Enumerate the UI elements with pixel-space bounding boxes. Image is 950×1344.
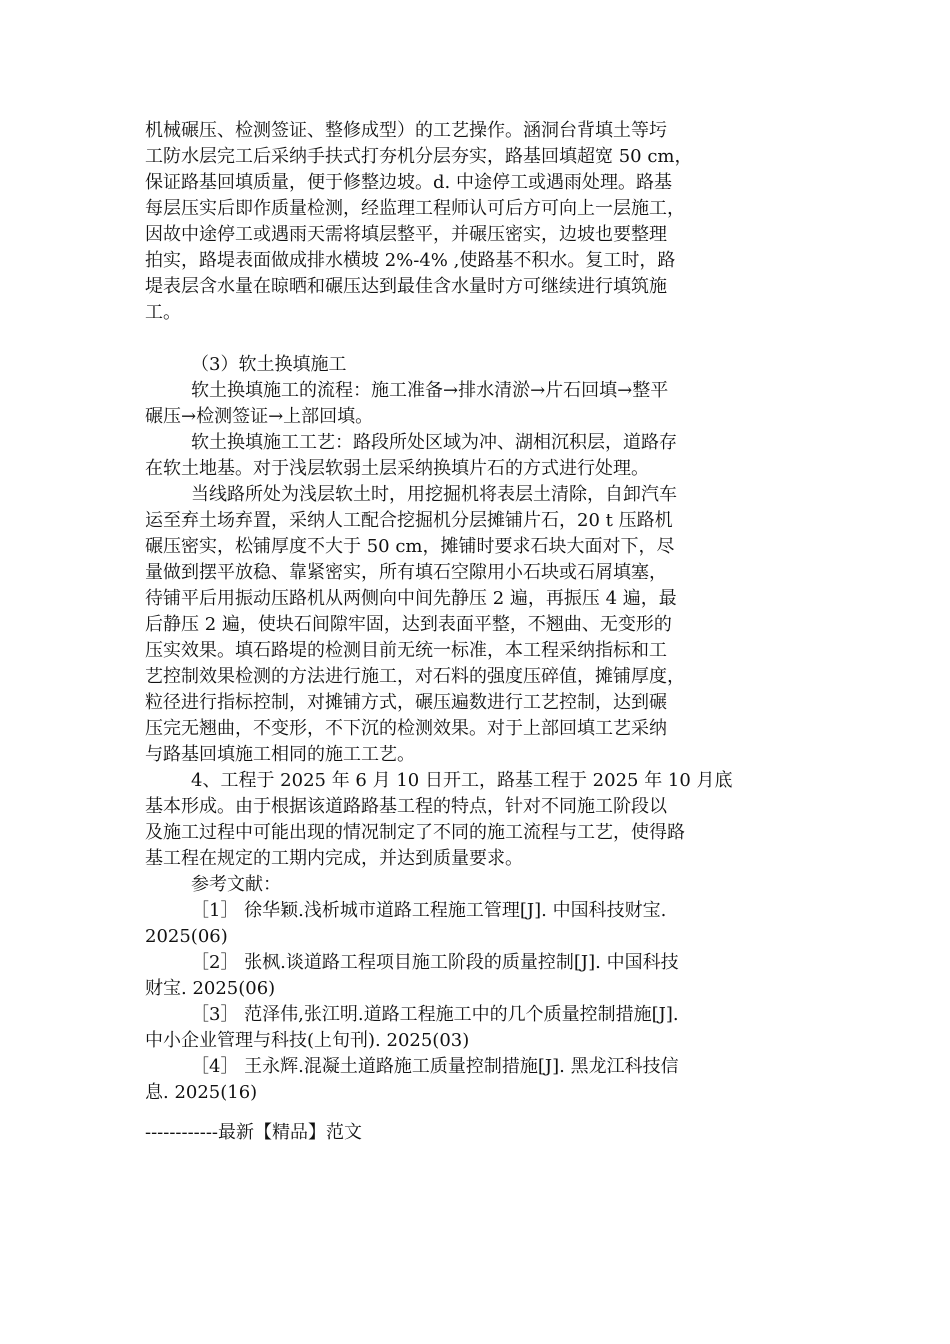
- reference-item: [145, 950, 805, 1002]
- text-line: 艺控制效果检测的方法进行施工，对石料的强度压碎值，摊铺厚度，: [145, 666, 685, 687]
- text-line: 工。: [145, 302, 181, 323]
- text-line: 量做到摆平放稳、靠紧密实，所有填石空隙用小石块或石屑填塞，: [145, 562, 667, 583]
- document-body: [145, 118, 805, 1106]
- references-list: [145, 898, 805, 1106]
- reference-item: [145, 1002, 805, 1054]
- text-line: 碾压→检测签证→上部回填。: [145, 406, 374, 427]
- reference-text: 息. 2025(16): [145, 1082, 258, 1103]
- paragraph-continuation: [145, 118, 805, 326]
- reference-text: 中小企业管理与科技(上旬刊). 2025(03): [145, 1030, 470, 1051]
- text-line: 工防水层完工后采纳手扶式打夯机分层夯实，路基回填超宽 50 cm，: [145, 146, 693, 167]
- text-line: 基本形成。由于根据该道路路基工程的特点，针对不同施工阶段以: [145, 796, 667, 817]
- paragraph-technique: [145, 430, 805, 482]
- text-line: 碾压密实，松铺厚度不大于 50 cm，摊铺时要求石块大面对下，尽: [145, 536, 675, 557]
- reference-text: ［1］ 徐华颖.浅析城市道路工程施工管理[J]. 中国科技财宝.: [191, 900, 667, 921]
- text-line: 基工程在规定的工期内完成，并达到质量要求。: [145, 848, 523, 869]
- reference-text: 财宝. 2025(06): [145, 978, 276, 999]
- text-line: 待铺平后用振动压路机从两侧向中间先静压 2 遍，再振压 4 遍，最: [145, 588, 677, 609]
- text-line: 机械碾压、检测签证、整修成型）的工艺操作。涵洞台背填土等圬: [145, 120, 667, 141]
- reference-item: [145, 1054, 805, 1106]
- text-line: 粒径进行指标控制，对摊铺方式，碾压遍数进行工艺控制，达到碾: [145, 692, 667, 713]
- references-heading: 参考文献：: [191, 874, 281, 895]
- paragraph-process: [145, 378, 805, 430]
- text-line: 与路基回填施工相同的施工工艺。: [145, 744, 415, 765]
- paragraph-method: [145, 482, 805, 768]
- reference-text: ［2］ 张枫.谈道路工程项目施工阶段的质量控制[J]. 中国科技: [191, 952, 679, 973]
- text-line: 保证路基回填质量，便于修整边坡。d. 中途停工或遇雨处理。路基: [145, 172, 672, 193]
- spacer: [145, 326, 805, 352]
- text-line: 后静压 2 遍，使块石间隙牢固，达到表面平整，不翘曲、无变形的: [145, 614, 672, 635]
- text-line: 当线路所处为浅层软土时，用挖掘机将表层土清除，自卸汽车: [191, 484, 677, 505]
- text-line: 压完无翘曲，不变形，不下沉的检测效果。对于上部回填工艺采纳: [145, 718, 667, 739]
- text-line: 因故中途停工或遇雨天需将填层整平，并碾压密实，边坡也要整理: [145, 224, 667, 245]
- text-line: 软土换填施工工艺：路段所处区域为冲、湖相沉积层，道路存: [191, 432, 677, 453]
- text-line: 拍实，路堤表面做成排水横坡 2%-4% ,使路基不积水。复工时，路: [145, 250, 676, 271]
- section-heading: （3）软土换填施工: [191, 354, 347, 375]
- text-line: 运至弃土场弃置，采纳人工配合挖掘机分层摊铺片石，20 t 压路机: [145, 510, 673, 531]
- reference-text: 2025(06): [145, 926, 228, 947]
- text-line: 压实效果。填石路堤的检测目前无统一标准，本工程采纳指标和工: [145, 640, 667, 661]
- paragraph-conclusion: [145, 768, 805, 872]
- reference-text: ［4］ 王永辉.混凝土道路施工质量控制措施[J]. 黑龙江科技信: [191, 1056, 679, 1077]
- text-line: 在软土地基。对于浅层软弱土层采纳换填片石的方式进行处理。: [145, 458, 649, 479]
- text-line: 4、工程于 2025 年 6 月 10 日开工，路基工程于 2025 年 10 月底: [191, 770, 733, 791]
- text-line: 及施工过程中可能出现的情况制定了不同的施工流程与工艺，使得路: [145, 822, 685, 843]
- reference-text: ［3］ 范泽伟,张江明.道路工程施工中的几个质量控制措施[J].: [191, 1004, 679, 1025]
- reference-item: [145, 898, 805, 950]
- text-line: 每层压实后即作质量检测，经监理工程师认可后方可向上一层施工，: [145, 198, 685, 219]
- page-footer: ------------最新【精品】范文: [145, 1122, 362, 1143]
- text-line: 软土换填施工的流程：施工准备→排水清淤→片石回填→整平: [191, 380, 669, 401]
- text-line: 堤表层含水量在晾晒和碾压达到最佳含水量时方可继续进行填筑施: [145, 276, 667, 297]
